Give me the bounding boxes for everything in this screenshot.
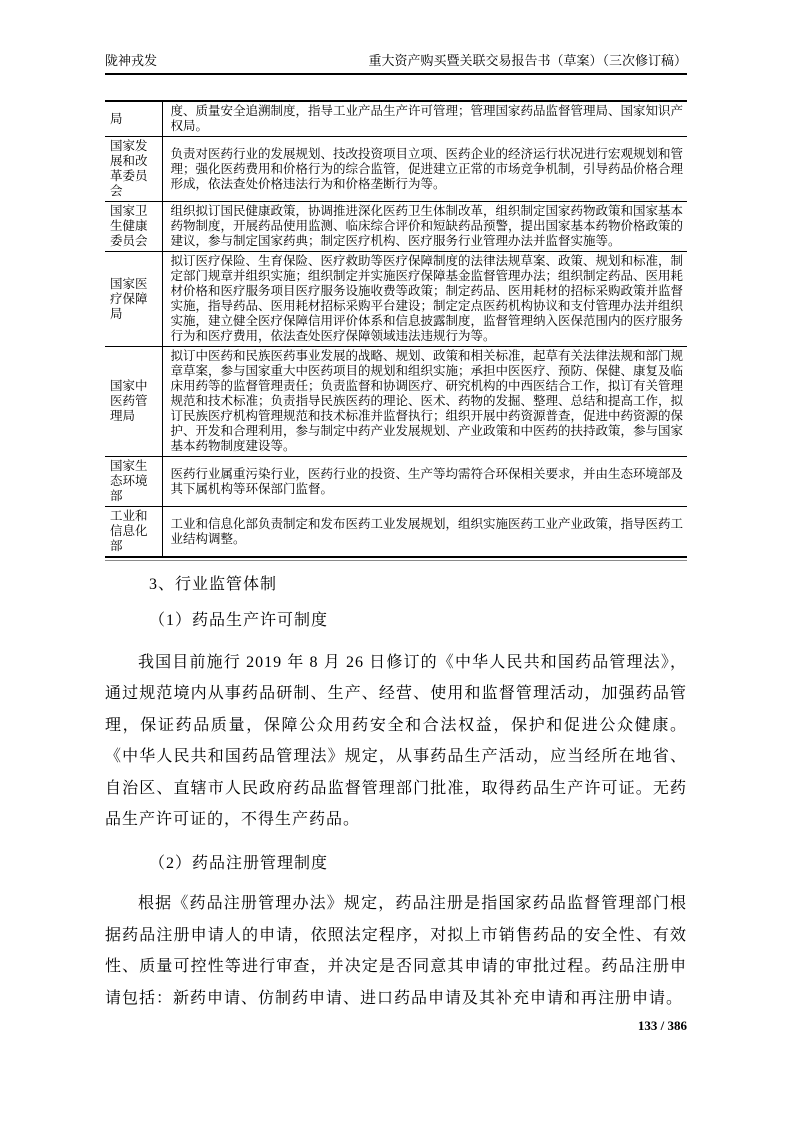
agency-name-cell: 国家中医药管理局 — [105, 347, 162, 457]
paragraph-drug-registration: 根据《药品注册管理办法》规定，药品注册是指国家药品监督管理部门根据药品注册申请人的申请，依照法定程序，对拟上市销售药品的安全性、有效性、质量可控性等进行审查，并决定是否同意其申请的审批过程。药品注册申请包括：新药申请、仿制药申请、进口药品申请及其补充申请和再注册申请。 — [105, 895, 687, 1007]
table-row — [105, 202, 687, 252]
page-footer — [638, 1018, 687, 1034]
subsection-2-heading: （2）药品注册管理制度 — [149, 854, 329, 872]
table-row — [105, 137, 687, 202]
table-row — [105, 101, 687, 137]
regulators-table — [105, 100, 687, 558]
table-row — [105, 507, 687, 558]
document-body — [105, 569, 687, 1015]
agency-duty-cell: 度、质量安全追溯制度，指导工业产品生产许可管理；管理国家药品监督管理局、国家知识产权局。 — [170, 104, 684, 133]
section-heading: 3、行业监管体制 — [149, 575, 278, 593]
agency-duty-cell: 医药行业属重污染行业，医药行业的投资、生产等均需符合环保相关要求，并由生态环境部及其下属机构等环保部门监督。 — [162, 457, 687, 507]
agency-duty-cell: 组织拟订国民健康政策，协调推进深化医药卫生体制改革，组织制定国家药物政策和国家基本药物制度，开展药品使用监测、临床综合评价和短缺药品预警，提出国家基本药物价格政策的建议，参与制定国家药典；制定医疗机构、医疗服务行业管理办法并监督实施等。 — [162, 202, 687, 252]
agency-duty-cell: 拟订医疗保险、生育保险、医疗救助等医疗保障制度的法律法规草案、政策、规划和标准，制定部门规章并组织实施；组织制定并实施医疗保障基金监督管理办法；组织制定药品、医用耗材价格和医疗服务项目医疗服务设施收费等政策；制定药品、医用耗材的招标采购政策并监督实施，指导药品、医用耗材招标采购平台建设；制定定点医药机构协议和支付管理办法并组织实施，建立健全医疗保障信用评价体系和信息披露制度，监督管理纳入医保范围内的医疗服务行为和医疗费用，依法查处医疗保障领域违法违规行为等。 — [162, 252, 687, 347]
header-report-title: 重大资产购买暨关联交易报告书（草案）（三次修订稿） — [368, 53, 687, 68]
agency-duty-cell: 工业和信息化部负责制定和发布医药工业发展规划，组织实施医药工业产业政策，指导医药工业结构调整。 — [162, 507, 687, 558]
header-company-name: 陇神戎发 — [105, 53, 158, 68]
page-number: 133 / 386 — [637, 1018, 687, 1033]
agency-name-cell: 国家卫生健康委员会 — [105, 202, 162, 252]
agency-name-cell: 国家发展和改革委员会 — [105, 137, 162, 202]
table-bottom-rule — [105, 560, 687, 561]
agency-duty-cell: 负责对医药行业的发展规划、技改投资项目立项、医药企业的经济运行状况进行宏观规划和管理；强化医药费用和价格行为的综合监管，促进建立正常的市场竞争机制，引导药品价格合理形成，依法查处价格违法行为和价格垄断行为等。 — [162, 137, 687, 202]
page-header — [105, 50, 687, 75]
agency-name-cell: 国家医疗保障局 — [105, 252, 162, 347]
agency-name-cell: 局 — [105, 101, 162, 137]
subsection-1-heading: （1）药品生产许可制度 — [149, 612, 329, 629]
agency-name-cell: 国家生态环境部 — [105, 457, 162, 507]
table-row — [105, 347, 687, 457]
table-row — [105, 252, 687, 347]
agency-name-cell: 工业和信息化部 — [105, 507, 162, 558]
agency-duty-cell: 拟订中医药和民族医药事业发展的战略、规划、政策和相关标准，起草有关法律法规和部门规章草案，参与国家重大中医药项目的规划和组织实施；承担中医医疗、预防、保健、康复及临床用药等的监督管理责任；负责监督和协调医疗、研究机构的中西医结合工作，拟订有关管理规范和技术标准；负责指导民族医药的理论、医术、药物的发掘、整理、总结和提高工作，拟订民族医疗机构管理规范和技术标准并监督执行；组织开展中药资源普查，促进中药资源的保护、开发和合理利用，参与制定中药产业发展规划、产业政策和中医药的扶持政策，参与国家基本药物制度建设等。 — [162, 347, 687, 457]
table-row — [105, 457, 687, 507]
paragraph-production-license: 我国目前施行 2019 年 8 月 26 日修订的《中华人民共和国药品管理法》，通过规范境内从事药品研制、生产、经营、使用和监督管理活动，加强药品管理，保证药品质量，保障公众用药安全和合法权益，保护和促进公众健康。《中华人民共和国药品管理法》规定，从事药品生产活动，应当经所在地省、自治区、直辖市人民政府药品监督管理部门批准，取得药品生产许可证。无药品生产许可证的，不得生产药品。 — [105, 653, 687, 828]
